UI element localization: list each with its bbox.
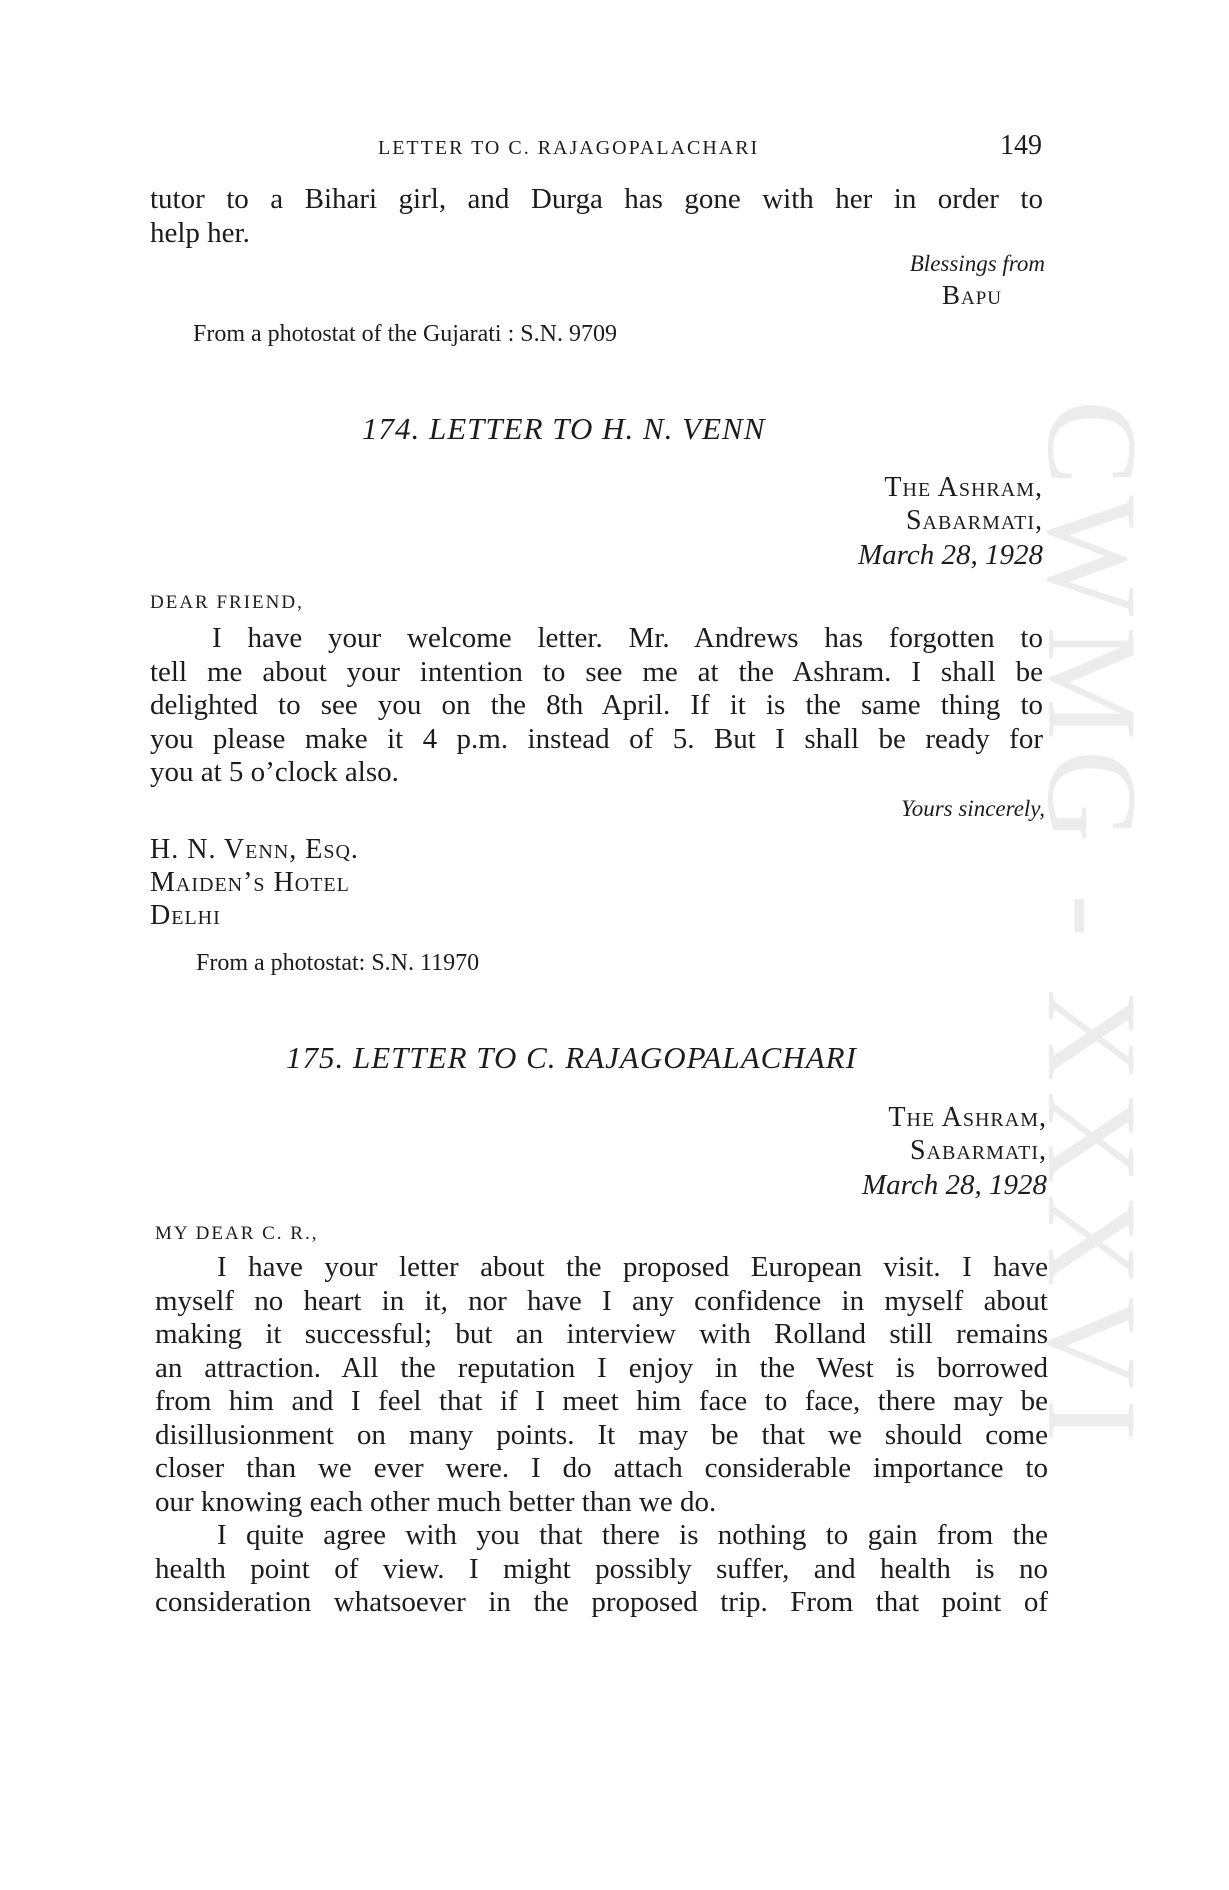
letter-175-salutation: MY DEAR C. R., xyxy=(155,1223,319,1244)
letter-174-closing: Yours sincerely, xyxy=(901,796,1045,821)
text-line: consideration whatsoever in the proposed trip. From that point of xyxy=(155,1586,1048,1618)
letter-174-recipient-hotel: Maiden’s Hotel xyxy=(150,867,350,898)
prev-letter-closing: Blessings from xyxy=(909,251,1045,276)
page-number: 149 xyxy=(1000,130,1042,161)
letter-174-source: From a photostat: S.N. 11970 xyxy=(196,950,480,976)
letter-174-salutation: DEAR FRIEND, xyxy=(150,592,304,613)
letter-175-paragraph-2 xyxy=(155,1519,1048,1620)
text-line: disillusionment on many points. It may be that we should come xyxy=(155,1418,1048,1451)
text-line: I have your welcome letter. Mr. Andrews has forgotten to xyxy=(212,622,1043,654)
text-line: from him and I feel that if I meet him face to face, there may be xyxy=(155,1385,1048,1417)
watermark: CWMG - XXXVI xyxy=(1021,400,1163,1452)
text-line: tutor to a Bihari girl, and Durga has gone with her in order to xyxy=(150,183,1043,215)
text-line: tell me about your intention to see me at the Ashram. I shall be xyxy=(150,655,1043,688)
text-line: making it successful; but an interview with Rolland still remains xyxy=(155,1318,1048,1350)
text-line: health point of view. I might possibly suffer, and health is no xyxy=(155,1552,1048,1585)
letter-175-title: 175. LETTER TO C. RAJAGOPALACHARI xyxy=(286,1040,857,1075)
text-line: closer than we ever were. I do attach considerable importance to xyxy=(155,1452,1048,1484)
text-line: I quite agree with you that there is nothing to gain from the xyxy=(217,1519,1048,1551)
letter-174-recipient-name: H. N. Venn, Esq. xyxy=(150,834,359,865)
letter-174-address-line2: Sabarmati, xyxy=(905,505,1043,536)
text-line: I have your letter about the proposed European visit. I have xyxy=(217,1251,1048,1283)
letter-175-address-line2: Sabarmati, xyxy=(909,1135,1047,1166)
prev-letter-text xyxy=(150,183,1043,250)
text-line: delighted to see you on the 8th April. If it is the same thing to xyxy=(150,689,1043,721)
letter-174-date: March 28, 1928 xyxy=(858,539,1043,571)
letter-174-recipient-city: Delhi xyxy=(150,900,221,931)
text-line: myself no heart in it, nor have I any confidence in myself about xyxy=(155,1284,1048,1317)
text-line: an attraction. All the reputation I enjoy in the West is borrowed xyxy=(155,1351,1048,1384)
letter-174-body xyxy=(150,622,1043,790)
letter-174-address-line1: The Ashram, xyxy=(884,472,1043,503)
running-header: LETTER TO C. RAJAGOPALACHARI xyxy=(378,137,760,159)
text-line: our knowing each other much better than we do. xyxy=(155,1485,717,1518)
text-line: help her. xyxy=(150,216,250,249)
letter-175-paragraph-1 xyxy=(155,1251,1048,1519)
text-line: you at 5 o’clock also. xyxy=(150,756,399,788)
letter-175-date: March 28, 1928 xyxy=(862,1169,1047,1201)
letter-175-address-line1: The Ashram, xyxy=(888,1102,1047,1133)
prev-letter-source: From a photostat of the Gujarati : S.N. 9709 xyxy=(193,321,617,347)
letter-174-title: 174. LETTER TO H. N. VENN xyxy=(362,411,766,446)
text-line: you please make it 4 p.m. instead of 5. But I shall be ready for xyxy=(150,722,1043,755)
prev-letter-signature: Bapu xyxy=(941,280,1002,310)
